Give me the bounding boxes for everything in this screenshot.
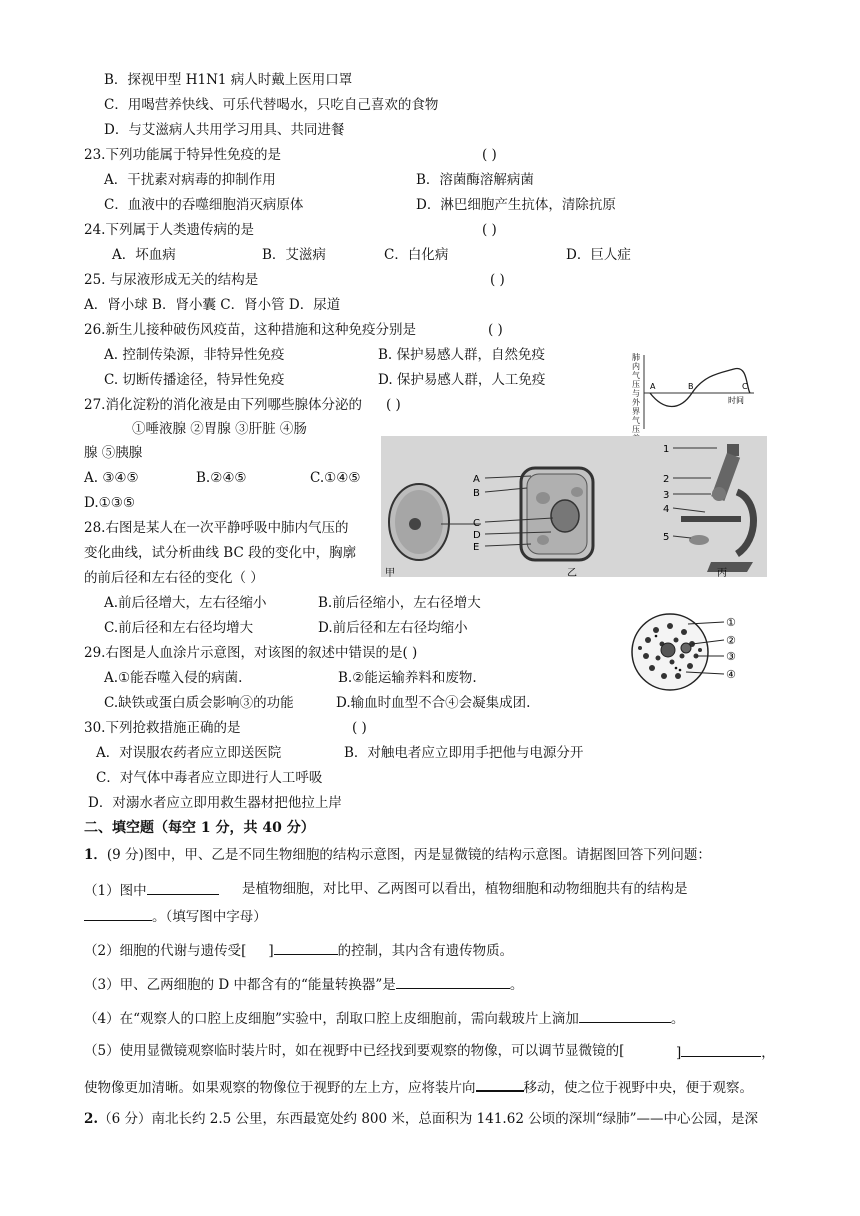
q28-option-a: A.前后径增大，左右径缩小 [104,595,267,611]
caption-yi: 乙 [567,568,577,579]
q23-option-a: A．干扰素对病毒的抑制作用 [104,172,276,188]
f1-p4-suffix: 。 [670,1011,685,1027]
cells-microscope-figure [381,436,767,577]
q22-option-c: C．用喝营养快线、可乐代替喝水，只吃自己喜欢的食物 [104,97,439,113]
q30-stem: 30.下列抢救措施正确的是 [84,720,241,736]
q24-stem: 24.下列属于人类遗传病的是 [84,222,254,238]
q30-option-d: D．对溺水者应立即用救生器材把他拉上岸 [88,795,342,811]
white-blood-cell [661,643,675,657]
pressure-y-label: 肺内气压与外界气压 [632,353,640,434]
f1-p5-line2-prefix: 使物像更加清晰。如果观察的物像位于视野的左上方，应将装片向 [84,1080,476,1096]
f1-p4-prefix: （4）在“观察人的口腔上皮细胞”实验中，刮取口腔上皮细胞前，需向载玻片上滴加 [84,1011,579,1027]
q28-option-d: D.前后径和左右径均缩小 [318,620,468,636]
f1-p3-suffix: 。 [509,977,524,993]
f1-p2-prefix: （2）细胞的代谢与遗传受[ [84,943,247,959]
caption-jia: 甲 [385,568,395,579]
q30-option-c: C．对气体中毒者应立即进行人工呼吸 [96,770,323,786]
f1-p5-comma: ， [761,1045,775,1061]
q26-option-c: C. 切断传播途径，特异性免疫 [104,372,285,388]
q27-glands-line2: 腺 ⑤胰腺 [84,445,143,461]
pressure-point-c: C [742,382,748,391]
f1-p1-blank1[interactable] [147,880,219,895]
q24-option-c: C．白化病 [384,247,449,263]
q26-stem: 26.新生儿接种破伤风疫苗，这种措施和这种免疫分别是 [84,322,416,338]
cell-label-d: D [473,530,481,541]
q23-answer-paren: ( ) [482,147,497,163]
q25-options: A．肾小球 B．肾小囊 C．肾小管 D．尿道 [84,297,341,313]
cell-label-e: E [473,542,480,553]
blood-label-1: ① [726,616,736,629]
q27-stem: 27.消化淀粉的消化液是由下列哪些腺体分泌的 [84,397,362,413]
q30-option-a: A．对误服农药者应立即送医院 [96,745,282,761]
blood-label-2: ② [726,634,736,647]
cell-label-c: C [473,518,480,529]
scope-label-3: 3 [663,490,670,501]
q22-option-b: B．探视甲型 H1N1 病人时戴上医用口罩 [104,72,353,88]
q24-option-a: A．坏血病 [112,247,176,263]
q27-answer-paren: ( ) [386,397,401,413]
q26-option-a: A. 控制传染源，非特异性免疫 [104,347,285,363]
q29-option-b: B.②能运输养料和废物. [338,670,477,686]
f1-p5-blank2[interactable] [476,1076,524,1092]
q27-glands-line1: ①唾液腺 ②胃腺 ③肝脏 ④肠 [132,421,307,437]
q23-option-c: C．血液中的吞噬细胞消灭病原体 [104,197,304,213]
pressure-x-label: 时间 [728,396,744,405]
q24-option-d: D．巨人症 [566,247,631,263]
q23-option-b: B．溶菌酶溶解病菌 [416,172,534,188]
f1-p2-close-bracket: ] [268,943,274,959]
cell-label-a: A [473,474,480,485]
plant-cell-nucleus [551,500,579,532]
blood-label-3: ③ [726,650,736,663]
f1-p1-suffix: 。（填写图中字母） [152,909,267,925]
f1-p1-blank2[interactable] [84,906,152,921]
caption-bing: 丙 [717,568,727,579]
q29-option-a: A.①能吞噬入侵的病菌. [104,670,243,686]
q25-stem: 25. 与尿液形成无关的结构是 [84,272,259,288]
f1-p5-close-bracket: ] [676,1045,682,1061]
scope-label-5: 5 [663,532,670,543]
q27-option-c: C.①④⑤ [310,470,361,486]
f1-p1-prefix: （1）图中 [84,883,147,899]
f1-number: 1． [84,847,107,863]
q28-stem-line3: 的前后径和左右径的变化（ ） [84,570,264,586]
f2-number: 2. [84,1111,99,1127]
scope-label-1: 1 [663,444,670,455]
q30-option-b: B．对触电者应立即用手把他与电源分开 [344,745,584,761]
q22-option-d: D．与艾滋病人共用学习用具、共同进餐 [104,122,345,138]
q24-answer-paren: ( ) [482,222,497,238]
animal-cell-nucleus [409,518,421,530]
q30-answer-paren: ( ) [352,720,367,736]
f1-p4-blank[interactable] [579,1008,671,1023]
f2-text: （6 分）南北长约 2.5 公里，东西最宽处约 800 米，总面积为 141.62 公顷的深圳“绿肺”——中心公园，是深 [98,1111,758,1127]
q27-option-a: A. ③④⑤ [84,470,139,486]
q29-option-c: C.缺铁或蛋白质会影响③的功能 [104,695,294,711]
blood-label-4: ④ [726,668,736,681]
q27-option-b: B.②④⑤ [196,470,247,486]
q25-answer-paren: ( ) [490,272,505,288]
q24-option-b: B．艾滋病 [262,247,326,263]
section-heading-fill-in: 二、填空题（每空 1 分，共 40 分） [84,820,315,836]
q28-option-c: C.前后径和左右径均增大 [104,620,254,636]
f1-p5-prefix: （5）使用显微镜观察临时装片时，如在视野中已经找到要观察的物像，可以调节显微镜的[ [84,1043,625,1059]
pressure-point-b: B [688,382,694,391]
q29-stem: 29.右图是人血涂片示意图，对该图的叙述中错误的是( ) [84,645,418,661]
f1-p2-blank[interactable] [274,940,338,955]
q26-option-d: D. 保护易感人群，人工免疫 [378,372,546,388]
f1-p3-blank[interactable] [396,974,510,989]
scope-label-4: 4 [663,504,670,515]
q29-option-d: D.输血时血型不合④会凝集成团. [336,695,531,711]
f1-p3-prefix: （3）甲、乙两细胞的 D 中都含有的“能量转换器”是 [84,977,396,993]
q23-stem: 23.下列功能属于特异性免疫的是 [84,147,281,163]
q28-option-b: B.前后径缩小，左右径增大 [318,595,481,611]
blood-smear-figure [626,610,742,694]
scope-label-2: 2 [663,474,670,485]
f1-p5-blank1[interactable] [681,1042,761,1057]
q23-option-d: D．淋巴细胞产生抗体，清除抗原 [416,197,616,213]
f1-intro: (9 分)图中，甲、乙是不同生物细胞的结构示意图，丙是显微镜的结构示意图。请据图回答下列问题： [106,847,711,863]
pressure-point-a: A [650,382,656,391]
f1-p1-mid: 是植物细胞，对比甲、乙两图可以看出，植物细胞和动物细胞共有的结构是 [242,881,688,897]
q26-option-b: B. 保护易感人群，自然免疫 [378,347,546,363]
cell-label-b: B [473,488,480,499]
q28-stem-line2: 变化曲线，试分析曲线 BC 段的变化中，胸廓 [84,545,357,561]
q26-answer-paren: ( ) [488,322,503,338]
f1-p5-line2-suffix: 移动，使之位于视野中央，便于观察。 [523,1080,753,1096]
f1-p2-suffix: 的控制，其内含有遗传物质。 [337,943,514,959]
q28-stem-line1: 28.右图是某人在一次平静呼吸中肺内气压的 [84,520,349,536]
lung-pressure-figure [628,349,758,435]
f1-p2-bracket-blank[interactable] [246,941,268,955]
q27-option-d: D.①③⑤ [84,495,135,511]
